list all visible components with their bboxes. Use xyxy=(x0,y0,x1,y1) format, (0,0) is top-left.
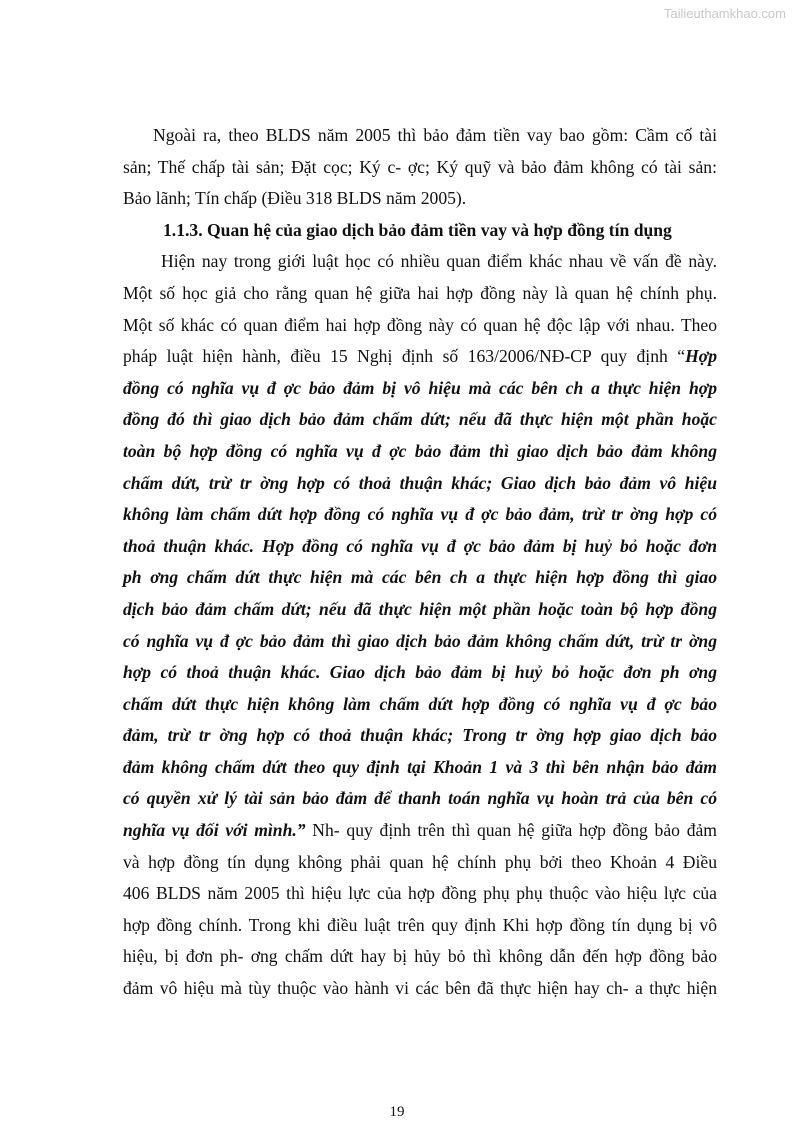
quoted-line: thoả thuận khác. Hợp đồng có nghĩa vụ đ ợc bảo đảm bị huỷ bỏ hoặc đơn xyxy=(123,535,717,556)
quoted-line: chấm dứt, trừ tr ờng hợp có thoả thuận khác; Giao dịch bảo đảm vô hiệu xyxy=(123,472,717,493)
quoted-line: không làm chấm dứt hợp đồng có nghĩa vụ đ ợc bảo đảm, trừ tr ờng hợp có xyxy=(123,504,717,525)
text-line: 406 BLDS năm 2005 thì hiệu lực của hợp đồng phụ phụ thuộc vào hiệu lực của xyxy=(123,883,717,904)
quoted-line: dịch bảo đảm chấm dứt; nếu đã thực hiện một phần hoặc toàn bộ hợp đồng xyxy=(123,598,717,619)
quoted-line: chấm dứt thực hiện không làm chấm dứt hợp đồng có nghĩa vụ đ ợc bảo xyxy=(123,693,717,714)
text-line: Hiện nay trong giới luật học có nhiều quan điểm khác nhau về vấn đề này. xyxy=(161,251,717,272)
quoted-line: hợp có thoả thuận khác. Giao dịch bảo đảm bị huỷ bỏ hoặc đơn ph ơng xyxy=(123,662,717,683)
section-heading: 1.1.3. Quan hệ của giao dịch bảo đảm tiền vay và hợp đồng tín dụng xyxy=(163,219,672,240)
paragraph-2 xyxy=(123,246,717,1004)
text-plain: Nh- quy định trên thì quan hệ giữa hợp đồng bảo đảm xyxy=(305,820,717,841)
text-line: Bảo lãnh; Tín chấp (Điều 318 BLDS năm 2005). xyxy=(123,188,467,209)
text-line: Một số khác có quan điểm hai hợp đồng này có quan hệ độc lập với nhau. Theo xyxy=(123,314,717,335)
text-line: hiệu, bị đơn ph- ơng chấm dứt hay bị hủy bỏ thì không dẫn đến hợp đồng bảo xyxy=(123,946,717,967)
quoted-line: có nghĩa vụ đ ợc bảo đảm thì giao dịch bảo đảm không chấm dứt, trừ tr ờng xyxy=(123,630,717,651)
text-line: sản; Thế chấp tài sản; Đặt cọc; Ký c- ợc; Ký quỹ và bảo đảm không có tài sản: xyxy=(123,156,717,177)
text-line xyxy=(123,815,717,847)
watermark: Tailieuthamkhao.com xyxy=(663,6,786,21)
paragraph-1 xyxy=(123,120,717,215)
quoted-line: có quyền xử lý tài sản bảo đảm để thanh toán nghĩa vụ hoàn trả của bên có xyxy=(123,788,717,809)
text-line: và hợp đồng tín dụng không phải quan hệ chính phụ bởi theo Khoản 4 Điều xyxy=(123,851,717,872)
quoted-text: Hợp xyxy=(685,346,717,367)
quoted-line: đảm không chấm dứt theo quy định tại Khoản 1 và 3 thì bên nhận bảo đảm xyxy=(123,756,717,777)
quoted-line: ph ơng chấm dứt thực hiện mà các bên ch a thực hiện hợp đồng thì giao xyxy=(123,567,717,588)
quoted-line: toàn bộ hợp đồng có nghĩa vụ đ ợc bảo đảm thì giao dịch bảo đảm không xyxy=(123,440,717,461)
text-line xyxy=(123,341,717,373)
quoted-line: đảm, trừ tr ờng hợp có thoả thuận khác; Trong tr ờng hợp giao dịch bảo xyxy=(123,725,717,746)
quoted-text: nghĩa vụ đối với mình.” xyxy=(123,820,306,841)
quoted-line: đồng đó thì giao dịch bảo đảm chấm dứt; nếu đã thực hiện một phần hoặc xyxy=(123,409,717,430)
text-line: Ngoài ra, theo BLDS năm 2005 thì bảo đảm tiền vay bao gồm: Cầm cố tài xyxy=(153,125,717,145)
text-line: hợp đồng chính. Trong khi điều luật trên quy định Khi hợp đồng tín dụng bị vô xyxy=(123,914,717,935)
document-body xyxy=(123,120,717,1005)
text-line: Một số học giả cho rằng quan hệ giữa hai hợp đồng này là quan hệ chính phụ. xyxy=(123,282,717,303)
quoted-line: đồng có nghĩa vụ đ ợc bảo đảm bị vô hiệu mà các bên ch a thực hiện hợp xyxy=(123,377,717,398)
text-plain: pháp luật hiện hành, điều 15 Nghị định số 163/2006/NĐ-CP quy định “ xyxy=(123,346,686,367)
text-line: đảm vô hiệu mà tùy thuộc vào hành vi các bên đã thực hiện hay ch- a thực hiện xyxy=(123,978,717,999)
page-number: 19 xyxy=(389,1104,405,1120)
